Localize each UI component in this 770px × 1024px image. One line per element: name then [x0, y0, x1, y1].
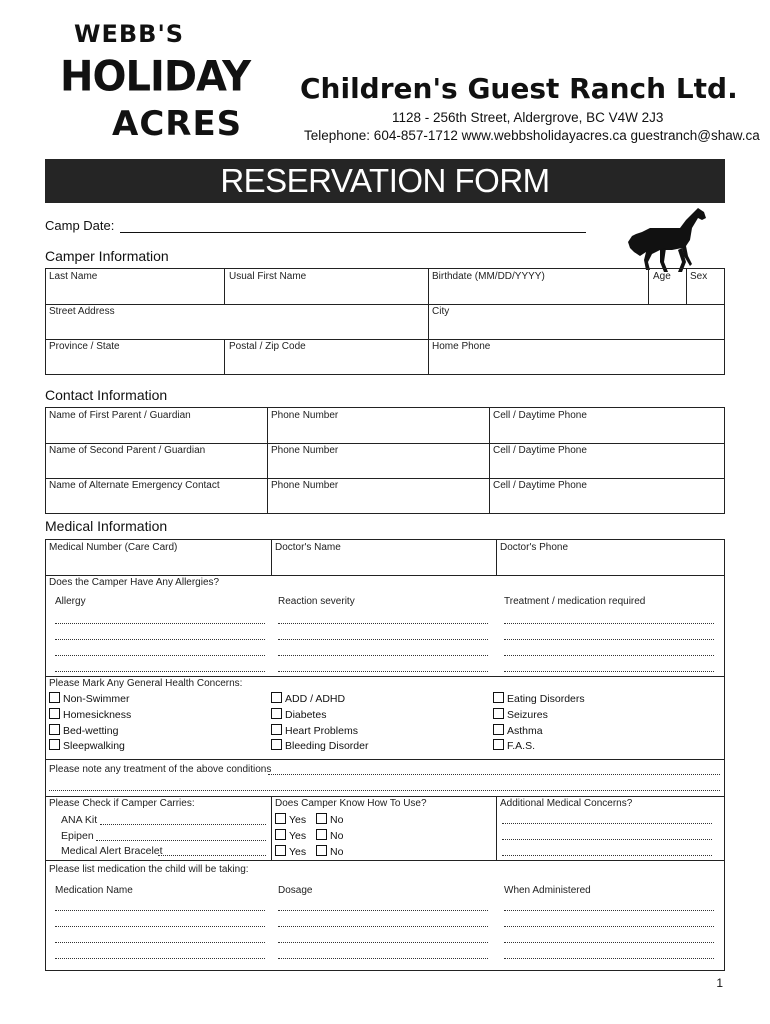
parent2-cell-field[interactable]: Cell / Daytime Phone: [493, 445, 587, 456]
treatment-line[interactable]: [504, 671, 714, 672]
health-homesickness[interactable]: Homesickness: [49, 708, 131, 721]
allergy-line[interactable]: [55, 655, 265, 656]
emergency-phone-field[interactable]: Phone Number: [271, 480, 339, 491]
checkbox[interactable]: [275, 845, 286, 856]
page-number: 1: [716, 976, 723, 990]
reaction-line[interactable]: [278, 655, 488, 656]
parent1-cell-field[interactable]: Cell / Daytime Phone: [493, 410, 587, 421]
leader-dots: [158, 855, 266, 856]
administered-line[interactable]: [504, 958, 714, 959]
horse-icon: [626, 206, 708, 274]
health-bleeding-disorder[interactable]: Bleeding Disorder: [271, 739, 368, 752]
logo-acres: ACRES: [112, 104, 243, 144]
parent1-phone-field[interactable]: Phone Number: [271, 410, 339, 421]
treatment-note-label: Please note any treatment of the above conditions: [49, 764, 272, 775]
carries-ana-kit[interactable]: ANA Kit: [61, 814, 98, 826]
checkbox[interactable]: [271, 739, 282, 750]
emergency-name-field[interactable]: Name of Alternate Emergency Contact: [49, 480, 220, 491]
carries-question: Please Check if Camper Carries:: [49, 798, 195, 809]
health-eating-disorders[interactable]: Eating Disorders: [493, 692, 585, 705]
medication-line[interactable]: [55, 926, 265, 927]
allergies-question: Does the Camper Have Any Allergies?: [49, 577, 220, 588]
health-diabetes[interactable]: Diabetes: [271, 708, 326, 721]
checkbox[interactable]: [493, 692, 504, 703]
ana-yes[interactable]: Yes: [275, 813, 306, 826]
bracelet-yes[interactable]: Yes: [275, 845, 306, 858]
checkbox[interactable]: [49, 724, 60, 735]
treatment-line[interactable]: [504, 623, 714, 624]
checkbox[interactable]: [271, 708, 282, 719]
dosage-line[interactable]: [278, 910, 488, 911]
last-name-field[interactable]: Last Name: [49, 271, 98, 282]
dosage-line[interactable]: [278, 942, 488, 943]
age-field[interactable]: Age: [653, 271, 671, 282]
dosage-header: Dosage: [278, 885, 313, 896]
treatment-line[interactable]: [504, 655, 714, 656]
administered-line[interactable]: [504, 926, 714, 927]
checkbox[interactable]: [275, 813, 286, 824]
logo-holiday: HOLIDAY: [60, 52, 251, 102]
checkbox[interactable]: [271, 692, 282, 703]
home-phone-field[interactable]: Home Phone: [432, 341, 491, 352]
know-question: Does Camper Know How To Use?: [275, 798, 427, 809]
parent2-name-field[interactable]: Name of Second Parent / Guardian: [49, 445, 206, 456]
allergy-line[interactable]: [55, 623, 265, 624]
medical-number-field[interactable]: Medical Number (Care Card): [49, 542, 178, 553]
reaction-line[interactable]: [278, 671, 488, 672]
street-field[interactable]: Street Address: [49, 306, 115, 317]
leader-dots: [100, 824, 266, 825]
birthdate-field[interactable]: Birthdate (MM/DD/YYYY): [432, 271, 545, 282]
epipen-no[interactable]: No: [316, 829, 343, 842]
epipen-yes[interactable]: Yes: [275, 829, 306, 842]
health-seizures[interactable]: Seizures: [493, 708, 548, 721]
leader-dots: [96, 840, 266, 841]
medication-name-header: Medication Name: [55, 885, 133, 896]
health-non-swimmer[interactable]: Non-Swimmer: [49, 692, 130, 705]
city-field[interactable]: City: [432, 306, 450, 317]
medication-line[interactable]: [55, 942, 265, 943]
when-administered-header: When Administered: [504, 885, 591, 896]
checkbox[interactable]: [493, 708, 504, 719]
company-contact: Telephone: 604-857-1712 www.webbsholidayacres.ca guestranch@shaw.ca: [304, 128, 760, 143]
treatment-note-line[interactable]: [49, 790, 720, 791]
logo-webbs: WEBB'S: [74, 20, 185, 48]
province-field[interactable]: Province / State: [49, 341, 120, 352]
parent2-phone-field[interactable]: Phone Number: [271, 445, 339, 456]
allergy-line[interactable]: [55, 671, 265, 672]
health-heart-problems[interactable]: Heart Problems: [271, 724, 358, 737]
health-add-adhd[interactable]: ADD / ADHD: [271, 692, 345, 705]
bracelet-no[interactable]: No: [316, 845, 343, 858]
checkbox[interactable]: [49, 739, 60, 750]
allergy-header: Allergy: [55, 596, 86, 607]
camper-info-box: [45, 268, 725, 375]
administered-line[interactable]: [504, 910, 714, 911]
contact-info-box: [45, 407, 725, 514]
parent1-name-field[interactable]: Name of First Parent / Guardian: [49, 410, 191, 421]
checkbox[interactable]: [275, 829, 286, 840]
additional-line[interactable]: [502, 839, 712, 840]
reaction-line[interactable]: [278, 623, 488, 624]
health-sleepwalking[interactable]: Sleepwalking: [49, 739, 125, 752]
treatment-header: Treatment / medication required: [504, 596, 646, 607]
treatment-note-line[interactable]: [268, 774, 720, 775]
checkbox[interactable]: [271, 724, 282, 735]
medical-info-title: Medical Information: [45, 518, 168, 534]
carries-epipen[interactable]: Epipen: [61, 830, 94, 842]
sex-field[interactable]: Sex: [690, 271, 708, 282]
treatment-line[interactable]: [504, 639, 714, 640]
health-bed-wetting[interactable]: Bed-wetting: [49, 724, 118, 737]
checkbox[interactable]: [493, 739, 504, 750]
medication-line[interactable]: [55, 910, 265, 911]
health-question: Please Mark Any General Health Concerns:: [49, 678, 243, 689]
checkbox[interactable]: [316, 829, 327, 840]
contact-info-title: Contact Information: [45, 387, 168, 403]
postal-field[interactable]: Postal / Zip Code: [229, 341, 306, 352]
ana-no[interactable]: No: [316, 813, 343, 826]
first-name-field[interactable]: Usual First Name: [229, 271, 307, 282]
administered-line[interactable]: [504, 942, 714, 943]
reaction-line[interactable]: [278, 639, 488, 640]
health-asthma[interactable]: Asthma: [493, 724, 543, 737]
camper-info-title: Camper Information: [45, 248, 169, 264]
checkbox[interactable]: [316, 845, 327, 856]
medication-question: Please list medication the child will be taking:: [49, 864, 249, 875]
reaction-header: Reaction severity: [278, 596, 355, 607]
carries-bracelet[interactable]: Medical Alert Bracelet: [61, 845, 163, 857]
health-fas[interactable]: F.A.S.: [493, 739, 535, 752]
checkbox[interactable]: [49, 708, 60, 719]
checkbox[interactable]: [493, 724, 504, 735]
camp-date-label: Camp Date:: [45, 218, 115, 233]
dosage-line[interactable]: [278, 958, 488, 959]
camp-date-field[interactable]: [120, 232, 586, 233]
form-title: RESERVATION FORM: [45, 159, 725, 203]
additional-line[interactable]: [502, 855, 712, 856]
emergency-cell-field[interactable]: Cell / Daytime Phone: [493, 480, 587, 491]
company-address: 1128 - 256th Street, Aldergrove, BC V4W 2J3: [392, 110, 664, 125]
medication-line[interactable]: [55, 958, 265, 959]
checkbox[interactable]: [316, 813, 327, 824]
doctor-name-field[interactable]: Doctor's Name: [275, 542, 341, 553]
checkbox[interactable]: [49, 692, 60, 703]
additional-line[interactable]: [502, 823, 712, 824]
company-name: Children's Guest Ranch Ltd.: [300, 72, 738, 105]
allergy-line[interactable]: [55, 639, 265, 640]
dosage-line[interactable]: [278, 926, 488, 927]
additional-concerns-label: Additional Medical Concerns?: [500, 798, 633, 809]
doctor-phone-field[interactable]: Doctor's Phone: [500, 542, 569, 553]
